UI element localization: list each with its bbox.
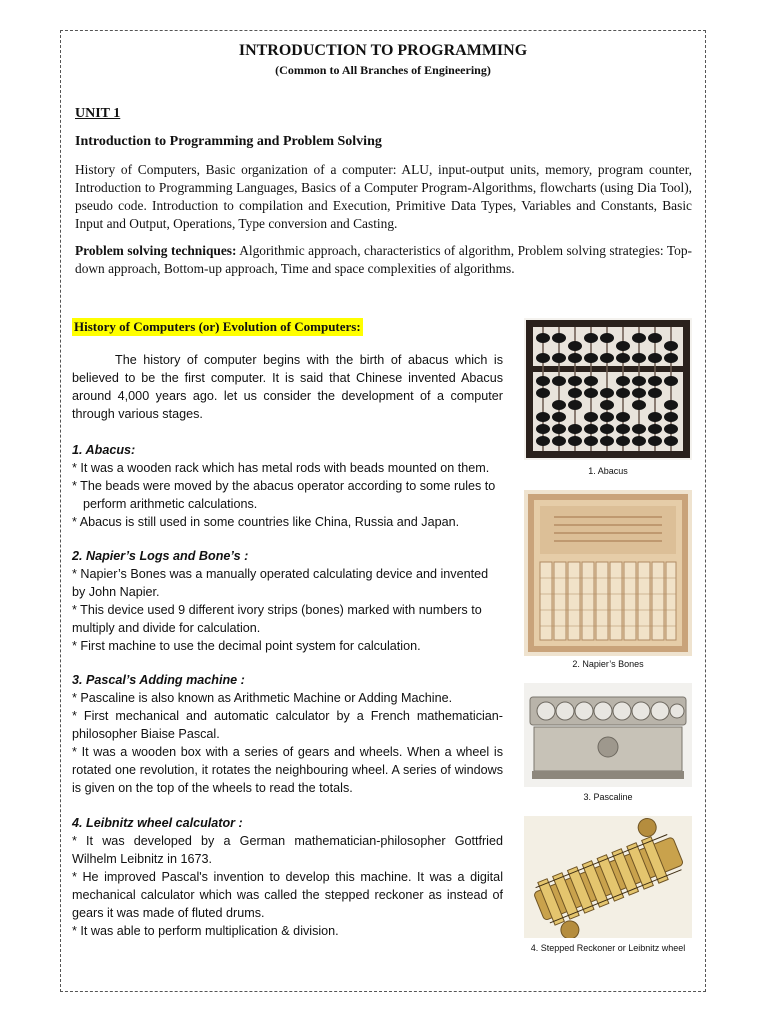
section-pascal xyxy=(72,671,503,797)
bullet: * This device used 9 different ivory strips (bones) marked with numbers to multiply and divide for calculation. xyxy=(72,603,482,635)
unit-label: UNIT 1 xyxy=(75,106,121,121)
bullet: * Napier’s Bones was a manually operated calculating device and invented by John Napier. xyxy=(72,567,489,599)
problem-solving-label: Problem solving techniques: xyxy=(75,243,237,258)
section-napier xyxy=(72,547,503,655)
section-title: 1. Abacus: xyxy=(72,443,136,457)
figure-caption: 2. Napier’s Bones xyxy=(572,659,644,669)
pascaline-image xyxy=(524,683,692,787)
bullet: * It was a wooden rack which has metal rods with beads mounted on them. xyxy=(72,461,490,475)
bullet: * It was developed by a German mathematician-philosopher Gottfried Wilhelm Leibnitz in 1673. xyxy=(72,834,503,866)
napiers-bones-image xyxy=(524,490,692,656)
history-heading: History of Computers (or) Evolution of Computers: xyxy=(74,319,361,334)
syllabus-paragraph: History of Computers, Basic organization of a computer: ALU, input-output units, memory, program counter, Introduction to Programming Languages, Basics of a Computer Program-Algorithms, flowcharts (using Dia Tool), pseudo code. Introduction to compilation and Execution, Primitive Data Types, Variables and Constants, Basic Input and Output, Operations, Type conversion and Casting. xyxy=(75,162,692,231)
bullet: * First machine to use the decimal point system for calculation. xyxy=(72,639,421,653)
bullet: * It was a wooden box with a series of gears and wheels. When a wheel is rotated one revolution, it rotates the neighbouring wheel. A series of windows is given on the top of the wheels to read the totals. xyxy=(72,745,503,795)
figure-caption: 4. Stepped Reckoner or Leibnitz wheel xyxy=(530,943,686,953)
problem-solving-text: Algorithmic approach, characteristics of algorithm, Problem solving strategies: Top-down approach, Bottom-up approach, Time and space complexities of algorithms. xyxy=(75,243,692,276)
bullet: * Pascaline is also known as Arithmetic Machine or Adding Machine. xyxy=(72,691,453,705)
section-title: 2. Napier’s Logs and Bone’s : xyxy=(72,549,249,563)
bullet: * First mechanical and automatic calculator by a French mathematician-philosopher Biaise Pascal. xyxy=(72,709,503,741)
bullet: * Abacus is still used in some countries like China, Russia and Japan. xyxy=(72,515,460,529)
leibnitz-wheel-image xyxy=(524,816,692,938)
bullet: * The beads were moved by the abacus operator according to some rules to perform arithmetic calculations. xyxy=(72,479,496,511)
history-intro: The history of computer begins with the birth of abacus which is believed to be the first computer. It is said that Chinese invented Abacus around 4,000 years ago. let us consider the development of a computer through various stages. xyxy=(72,353,503,421)
section-title: 4. Leibnitz wheel calculator : xyxy=(72,816,243,830)
problem-solving-paragraph xyxy=(75,242,692,278)
bullet: * He improved Pascal's invention to develop this machine. It was a digital mechanical calculator which was called the stepped reckoner as instead of gears it was made of fluted drums. xyxy=(72,870,503,920)
figure-caption: 3. Pascaline xyxy=(583,792,633,802)
unit-heading: Introduction to Programming and Problem Solving xyxy=(75,134,382,149)
abacus-image xyxy=(524,318,692,460)
section-title: 3. Pascal’s Adding machine : xyxy=(72,673,245,687)
page-subtitle: (Common to All Branches of Engineering) xyxy=(275,63,491,77)
figure-caption: 1. Abacus xyxy=(588,466,628,476)
section-leibnitz xyxy=(72,814,503,940)
page-title: INTRODUCTION TO PROGRAMMING xyxy=(238,42,528,59)
bullet: * It was able to perform multiplication & division. xyxy=(72,924,339,938)
section-abacus xyxy=(72,441,503,531)
